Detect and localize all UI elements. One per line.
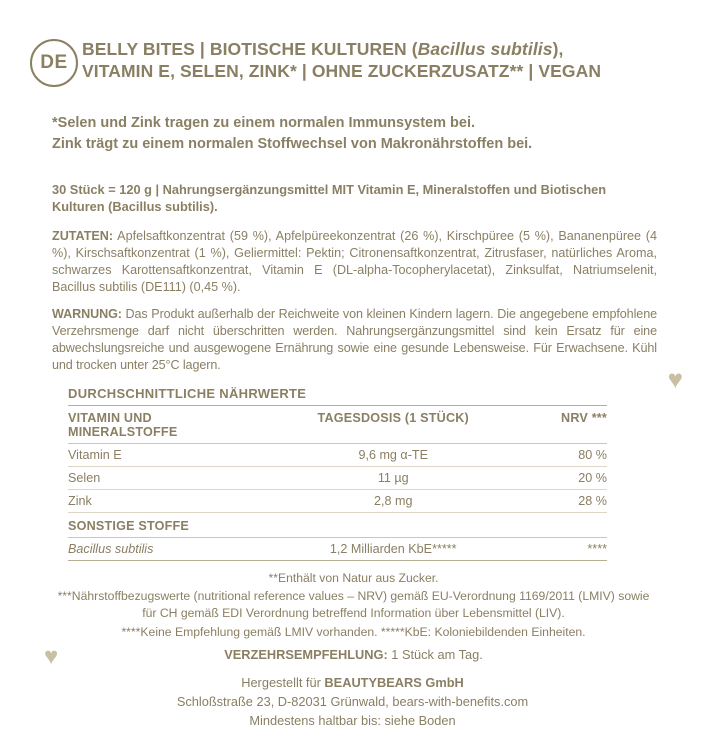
row-name: Bacillus subtilis: [68, 537, 260, 560]
row-nrv: 28 %: [526, 489, 607, 512]
product-info: [52, 181, 657, 374]
table-header-row: [68, 406, 607, 444]
row-name: Selen: [68, 466, 260, 489]
product-header: [30, 38, 679, 87]
producer-name: BEAUTYBEARS GmbH: [324, 675, 464, 691]
header-nutrient-line2: MINERALSTOFFE: [68, 424, 178, 439]
ingredients-label: ZUTATEN:: [52, 228, 114, 243]
header-nrv: NRV ***: [526, 406, 607, 444]
claim-line-2: Zink trägt zu einem normalen Stoffwechsel von Makronährstoffen bei.: [52, 136, 533, 153]
table-row: [68, 443, 607, 466]
row-name: Vitamin E: [68, 443, 260, 466]
producer-prefix: Hergestellt für: [241, 675, 325, 691]
product-title-line2: VITAMIN E, SELEN, ZINK* | OHNE ZUCKERZUSATZ** | VEGAN: [82, 61, 602, 82]
claim-line-1: *Selen und Zink tragen zu einem normalen Immunsystem bei.: [52, 115, 476, 131]
ingredients-paragraph: [52, 228, 657, 296]
footnote-2: ***Nährstoffbezugswerte (nutritional reference values – NRV) gemäß EU-Verordnung 1169/2011 (LMIV) sowie für CH gemäß EDI Verordnung betreffend Information über Lebensmittel (LIV).: [57, 588, 650, 621]
title-text-a: BELLY BITES | BIOTISCHE KULTUREN (: [82, 39, 418, 59]
best-before: Mindestens haltbar bis: siehe Boden: [249, 713, 456, 729]
row-dose: 11 µg: [260, 466, 526, 489]
warning-paragraph: [52, 306, 657, 374]
row-name: Zink: [68, 489, 260, 512]
consumption-label: VERZEHRSEMPFEHLUNG:: [224, 646, 388, 662]
health-claims: [52, 113, 679, 155]
table-row: [68, 489, 607, 512]
consumption-recommendation: [52, 646, 655, 664]
nutrition-table-title: DURCHSCHNITTLICHE NÄHRWERTE: [68, 386, 607, 406]
title-text-b: ),: [552, 39, 564, 59]
row-dose: 2,8 mg: [260, 489, 526, 512]
table-row: [68, 537, 607, 560]
serving-info: 30 Stück = 120 g | Nahrungsergänzungsmittel MIT Vitamin E, Mineralstoffen und Biotischen Kulturen (Bacillus subtilis).: [52, 182, 607, 215]
producer-address: Schloßstraße 23, D-82031 Grünwald, bears-with-benefits.com: [176, 694, 529, 710]
footnote-3: ****Keine Empfehlung gemäß LMIV vorhanden. *****KbE: Koloniebildenden Einheiten.: [121, 624, 586, 639]
heart-icon: ♥: [44, 643, 59, 670]
table-section-row: [68, 512, 607, 537]
row-nrv: 80 %: [526, 443, 607, 466]
row-nrv: 20 %: [526, 466, 607, 489]
heart-icon: ♥: [667, 364, 683, 394]
product-title-part1: [82, 39, 563, 59]
table-row: [68, 466, 607, 489]
footnote-1: **Enthält von Natur aus Zucker.: [268, 570, 439, 585]
row-nrv: ****: [526, 537, 607, 560]
ingredients-text: Apfelsaftkonzentrat (59 %), Apfelpüreekonzentrat (26 %), Kirschpüree (5 %), Bananenpüree (4 %), Kirschsaftkonzentrat (1 %), Geliermittel: Pektin; Citronensaftkonzentrat, Zitrusfaser, natürliches Aroma, schwarzes Karottensaftkonzentrat, Vitamin E (DL-alpha-Tocopherylacetat), Zinksulfat, Natriumselenit, Bacillus subtilis (DE111) (0,45 %).: [52, 228, 657, 294]
row-dose: 9,6 mg α-TE: [260, 443, 526, 466]
header-nutrient: [68, 406, 260, 444]
header-dose: TAGESDOSIS (1 STÜCK): [260, 406, 526, 444]
language-badge-de: DE: [30, 39, 78, 87]
nutrition-table-wrapper: [68, 386, 607, 561]
warning-text: Das Produkt außerhalb der Reichweite von kleinen Kindern lagern. Die angegebene empfohlene Verzehrsmenge darf nicht überschritten werden. Nahrungsergänzungsmittel sind kein Ersatz für eine abwechslungsreiche und ausgewogene Ernährung sowie eine gesunde Lebensweise. Für Erwachsene. Kühl und trocken unter 25°C lagern.: [52, 306, 657, 372]
consumption-value: 1 Stück am Tag.: [387, 646, 483, 662]
warning-label: WARNUNG:: [52, 306, 122, 321]
page-title: [82, 38, 601, 83]
title-species: Bacillus subtilis: [417, 39, 553, 59]
row-dose: 1,2 Milliarden KbE*****: [260, 537, 526, 560]
producer-line-1: [26, 673, 679, 692]
section-label-other-substances: SONSTIGE STOFFE: [68, 512, 607, 537]
footnotes: [52, 570, 655, 664]
header-nutrient-line1: VITAMIN UND: [68, 410, 152, 425]
nutrition-table: [68, 406, 607, 561]
